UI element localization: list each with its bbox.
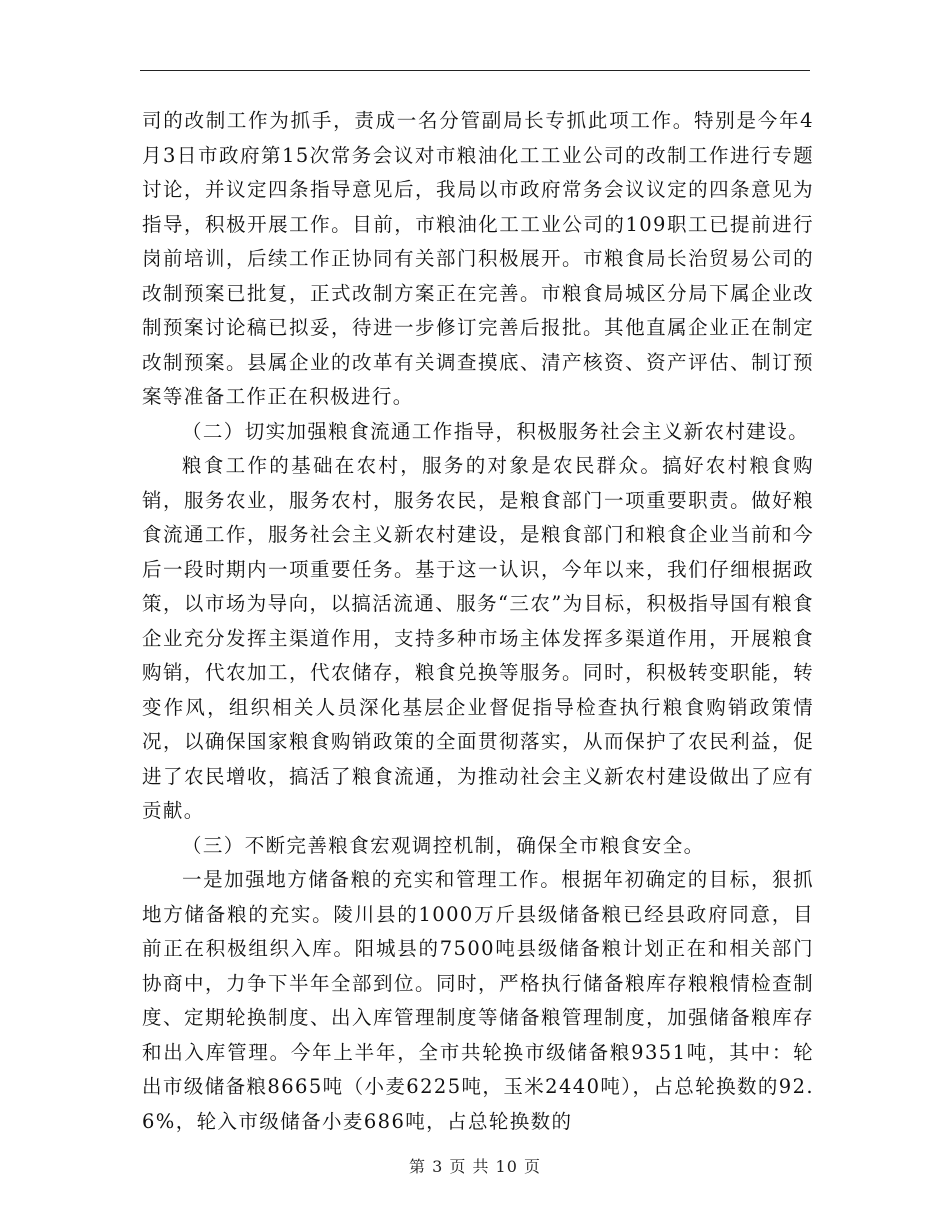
page-number: 第 3 页 共 10 页 [409, 1157, 541, 1176]
paragraph-reform-progress: 司的改制工作为抓手，责成一名分管副局长专抓此项工作。特别是今年4月3日市政府第15次常务会议对市粮油化工工业公司的改制工作进行专题讨论，并议定四条指导意见后，我局以市政府常务会议议定的四条意见为指导，积极开展工作。目前，市粮油化工工业公司的109职工已提前进行岗前培训，后续工作正协同有关部门积极展开。市粮食局长治贸易公司的改制预案已批复，正式改制方案正在完善。市粮食局城区分局下属企业改制预案讨论稿已拟妥，待进一步修订完善后报批。其他直属企业正在制定改制预案。县属企业的改革有关调查摸底、清产核资、资产评估、制订预案等准备工作正在积极进行。 [142, 109, 814, 408]
header-rule [140, 70, 810, 71]
paragraph-grain-circulation: 粮食工作的基础在农村，服务的对象是农民群众。搞好农村粮食购销，服务农业，服务农村，服务农民，是粮食部门一项重要职责。做好粮食流通工作，服务社会主义新农村建设，是粮食部门和粮食企业当前和今后一段时期内一项重要任务。基于这一认识，今年以来，我们仔细根据政策，以市场为导向，以搞活流通、服务“三农”为目标，积极指导国有粮食企业充分发挥主渠道作用，支持多种市场主体发挥多渠道作用，开展粮食购销，代农加工，代农储存，粮食兑换等服务。同时，积极转变职能，转变作风，组织相关人员深化基层企业督促指导检查执行粮食购销政策情况，以确保国家粮食购销政策的全面贯彻落实，从而保护了农民利益，促进了农民增收，搞活了粮食流通，为推动社会主义新农村建设做出了应有贡献。 [142, 454, 814, 822]
document-body [142, 104, 814, 1139]
paragraph-reserve-grain: 一是加强地方储备粮的充实和管理工作。根据年初确定的目标，狠抓地方储备粮的充实。陵川县的1000万斤县级储备粮已经县政府同意，目前正在积极组织入库。阳城县的7500吨县级储备粮计划正在和相关部门协商中，力争下半年全部到位。同时，严格执行储备粮库存粮粮情检查制度、定期轮换制度、出入库管理制度等储备粮管理制度，加强储备粮库存和出入库管理。今年上半年，全市共轮换市级储备粮9351吨，其中：轮出市级储备粮8665吨（小麦6225吨，玉米2440吨），占总轮换数的92.6%，轮入市级储备小麦686吨，占总轮换数的 [142, 868, 814, 1133]
section-heading-macro-control: （三）不断完善粮食宏观调控机制，确保全市粮食安全。 [182, 833, 705, 857]
section-heading-grain-circulation: （二）切实加强粮食流通工作指导，积极服务社会主义新农村建设。 [182, 419, 810, 443]
